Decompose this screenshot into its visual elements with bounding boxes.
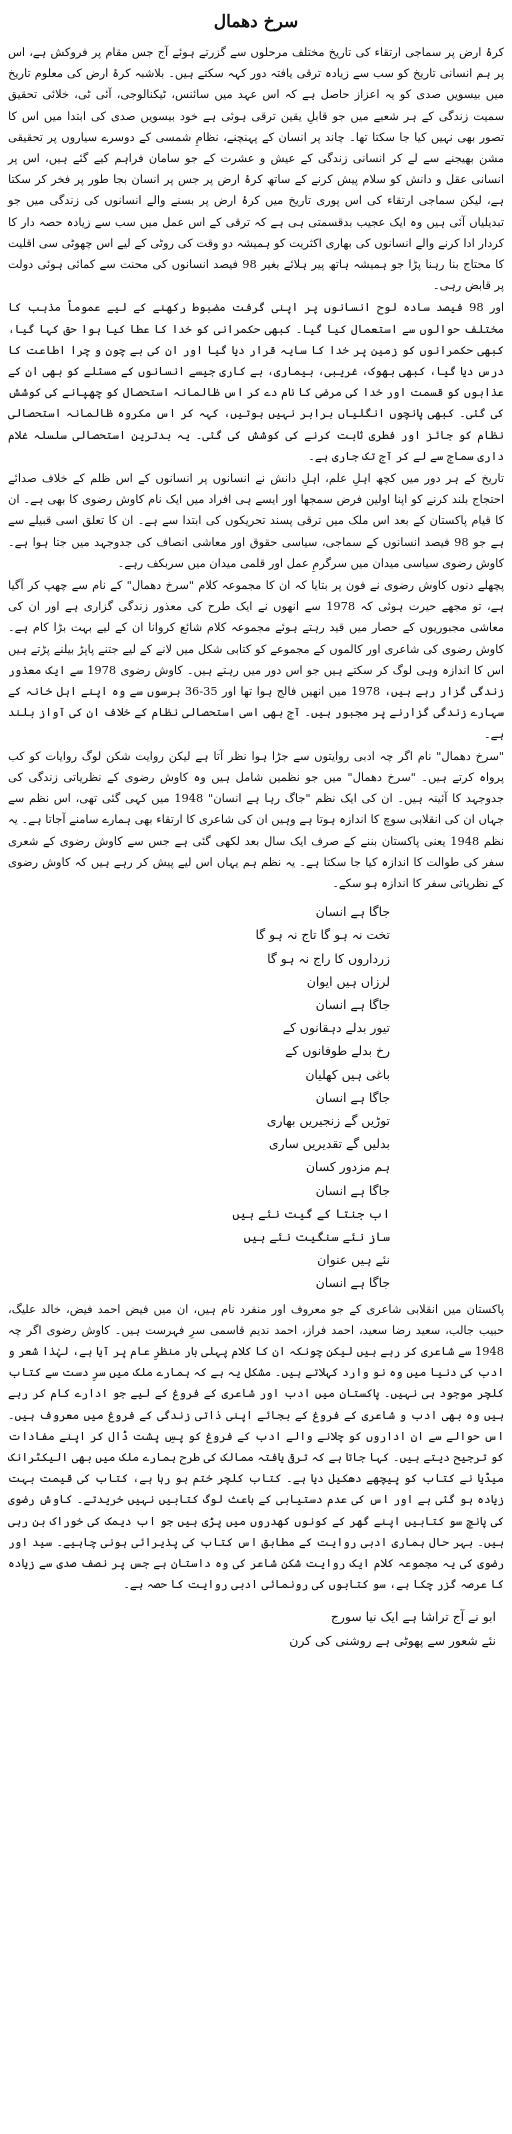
closing-line: نئے شعور سے پھوٹی ہے روشنی کی کرن (289, 1632, 496, 1648)
poem-line: نئے ہیں عنوان (317, 1252, 390, 1268)
article-paragraph: تاریخ کے ہر دور میں کچھ اہلِ علم، اہلِ دانش نے انسانوں پر انسانوں کے اس ظلم کے خلاف صدائے احتجاج بلند کرنے کو اپنا اولین فرض سمجھا اور ایسے ہی افراد میں ایک نام کاوش رضوی کا بھی ہے۔ ان کا قیام پاکستان کے بعد اس ملک میں ترقی پسند تحریکوں کی ابتدا سے ہے۔ ان کا تعلق اسی قبیلے سے ہے جو 98 فیصد انسانوں کے سماجی، سیاسی حقوق اور معاشی انصاف کی جدوجہد میں جتا ہوا ہے۔ کاوش رضوی سیاسی میدان میں سرگرمِ عمل اور قلمی میدان میں سربکف رہے۔ (8, 471, 505, 570)
article-paragraph: "سرخ دھمال" نام اگر چہ ادبی روایتوں سے جڑا ہوا نظر آتا ہے لیکن روایت شکن لوگ روایات کو کب پرواہ کرتے ہیں۔ "سرخ دھمال" میں جو نظمیں شامل ہیں وہ کاوش رضوی کے نظریاتی زندگی کی جدوجہد کا آئینہ ہیں۔ ان کی ایک نظم "جاگ رہا ہے انسان" 1948 میں کہی گئی تھی، اس نظم سے جہاں ان کی انقلابی سوچ کا اندازہ ہوتا ہے وہیں ان کی شاعری کا ارتقاء بھی ہمارے سامنے آجاتا ہے۔ یہ نظم 1948 یعنی پاکستان بننے کے صرف ایک سال بعد لکھی گئی ہے جس سے کاوش رضوی کے شعری سفر کی طوالت کا اندازہ کیا جا سکتا ہے۔ یہ نظم ہم یہاں اس لیے پیش کر رہے ہیں کہ کاوش رضوی کے نظریاتی سفر کا اندازہ ہو سکے۔ (8, 748, 505, 890)
poem-line: جاگا ہے انسان (315, 1089, 390, 1105)
article-paragraph: اور 98 فیصد سادہ لوح انسانوں پر اپنی گرفت مضبوط رکھنے کے لیے عموماً مذہب کا مختلف حوالوں سے استعمال کیا گیا۔ کبھی حکمرانی کو خدا کا عطا کیا ہوا حق کہا گیا، کبھی حکمرانوں کو زمین پر خدا کا سایہ قرار دیا گیا اور ان کی بے چون و چرا اطاعت کا درس دیا گیا، کبھی بھوک، غریبی، بیماری، بے کاری جیسے انسانوں کے مسئلے کو بھی ان کے عذابوں کو قسمت اور خدا کی مرضی کا نام دے کر اس ظالمانہ استحصال کو چھپانے کی کوشش کی گئی۔ کبھی پانچوں انگلیاں برابر نہیں ہوتیں، کہہ کر اس مکروہ ظالمانہ استحصالی نظام کو جائز اور فطری ثابت کرنے کی کوشش کی گئی۔ یہ بدترین استحصالی سلسلہ غلام داری سماج سے لے کر آج تک جاری ہے۔ (8, 300, 504, 463)
poem-line: بدلیں گے تقدیریں ساری (268, 1136, 390, 1152)
poem-line: زرداروں کا راج نہ ہو گا (267, 950, 390, 966)
article-paragraph: کرۂ ارض پر سماجی ارتقاء کی تاریخ مختلف مرحلوں سے گزرتے ہوئے آج جس مقام پر فروکش ہے، اس پر ہم انسانی تاریخ کو سب سے زیادہ ترقی یافتہ دور کہہ سکتے ہیں۔ بلاشبہ کرۂ ارض کی معلوم تاریخ میں بیسویں صدی کو یہ اعزاز حاصل ہے کہ اس عہد میں سائنس، ٹیکنالوجی، آئی ٹی، خلائی تحقیق سمیت زندگی کے ہر شعبے میں جو قابلِ یقین ترقی ہوئی ہے خود بیسویں صدی کی ابتدا میں اس کا تصور بھی نہیں کیا جا سکتا تھا۔ چاند پر انسان کے پہنچنے، نظامِ شمسی کے دوسرے سیاروں پر تحقیقی مشن بھیجنے سے لے کر انسانی زندگی کے عیش و عشرت کے جو سامان فراہم کیے گئے ہیں، اس پر انسانی عقل و دانش کو سلام پیش کرنے کے ساتھ کرۂ ارض پر جس پر انسان بجا طور پر فخر کر سکتا ہے، لیکن سماجی ارتقاء کی اس پوری تاریخ میں کرۂ ارض پر بسنے والے انسانوں کی زندگی میں جو تبدیلیاں آئی ہیں وہ ایک عجیب بدقسمتی ہی ہے کہ ترقی کے اس عمل میں سب سے زیادہ حصہ دار کا کردار ادا کرنے والے انسانوں کی بھاری اکثریت کو ہمیشہ دو وقت کی روٹی کے لیے اس چھوٹی سی اقلیت کا محتاج بنا رہنا پڑا جو ہمیشہ ہاتھ پیر ہلائے بغیر 98 فیصد انسانوں کی محنت سے کمائی ہوئی دولت پر قابض رہی۔ (8, 45, 504, 293)
article-paragraph: پاکستان میں انقلابی شاعری کے جو معروف اور منفرد نام ہیں، ان میں فیض احمد فیض، خالد علیگ، حبیب جالب، سعید رضا سعید، احمد فراز، احمد ندیم قاسمی سرِ فہرست ہیں۔ کاوش رضوی اگر چہ 1948 سے شاعری کر رہے ہیں لیکن چونکہ ان کا کلام پہلی بار منظرِ عام پر آیا ہے، لہٰذا شعر و ادب کی دنیا میں وہ نو وارد کہلاتے ہیں۔ مشکل یہ ہے کہ ہمارے ملک میں سرِ دست سے کتاب کلچر موجود ہی نہیں۔ پاکستان میں ادب اور شاعری کے فروغ کے لیے جو ادارے کام کر رہے ہیں وہ بھی ادب و شاعری کے فروغ کے بجائے اپنی ذاتی زندگی کے فروغ میں معروف ہیں۔ اس حوالے سے ان اداروں کو چلانے والے ادب کے فروغ کو پسِ پشت ڈال کر اپنے مفادات کو ترجیح دیتے ہیں۔ کہا جاتا ہے کہ ترقی یافتہ ممالک کی طرح ہمارے ملک میں بھی الیکٹرانک میڈیا نے کتاب کو پیچھے دھکیل دیا ہے۔ کتاب کلچر ختم ہو رہا ہے، کتاب کی قیمت بہت زیادہ ہو گئی ہے اور اس کی عدم دستیابی کے باعث لوگ کتابیں نہیں خریدتے۔ کاوش رضوی کی پانچ سو کتابیں اپنے گھر کے کونوں کھدروں میں پڑی ہیں جو اب دیمک کی خوراک بن رہی ہیں۔ بہر حال ہماری ادبی روایت کے مطابق اس کتاب کی پذیرائی ہونی چاہیے۔ سید اور رضوی کی یہ مجموعہ کلام ایک روایت شکن شاعر کی وہ داستان ہے جس پر نصف صدی سے زیادہ کا عرصہ گزر چکا ہے، سو کتابوں کی رونمائی ادبی روایت کا حصہ ہے۔ (8, 1301, 504, 1592)
poem-line: جاگا ہے انسان (315, 1182, 390, 1198)
article-paragraph: پچھلے دنوں کاوش رضوی نے فون پر بتایا کہ ان کا مجموعہ کلام "سرخ دھمال" کے نام سے چھپ کر آگیا ہے، تو مجھے حیرت ہوئی کہ 1978 سے انھوں نے ایک طرح کی معذور زندگی گزاری ہے اور ان کی معاشی مجبوریوں کے حصار میں قید رہتے ہوئے مجموعہ کلام شائع کروانا ان کے لیے بہت بڑا کام ہے۔ کاوش رضوی کی شاعری اور کالموں کے مجموعے کو کتابی شکل میں لانے کے لیے جتنے پاپڑ بیلنے پڑتے ہیں اس کا اندازہ وہی لوگ کر سکتے ہیں جو اس دور میں رہتے ہیں۔ کاوش رضوی 1978 سے ایک معذور زندگی گزار رہے ہیں، 1978 میں انھیں فالج ہوا تھا اور 35-36 برسوں سے وہ اپنے اہل خانہ کے سہارے زندگی گزارنے پر مجبور ہیں۔ آج بھی اسی استحصالی نظام کے خلاف ان کی آواز بلند ہے۔ (8, 578, 504, 741)
closing-line: ابو نے آج تراشا ہے ایک نیا سورج (330, 1609, 496, 1625)
poem-line: لرزاں ہیں ایوان (306, 973, 390, 989)
poem-line: جاگا ہے انسان (315, 904, 390, 920)
poem-line: باغی ہیں کھلیان (305, 1066, 390, 1082)
poem-line: جاگا ہے انسان (315, 1275, 390, 1291)
poem-line: ہم مزدور کسان (305, 1159, 390, 1175)
poem-block (8, 900, 504, 1294)
poem-line: تیور بدلے دہقانوں کے (282, 1020, 390, 1036)
article-title: سرخ دھمال (213, 12, 299, 32)
closing-verse (8, 1605, 504, 1651)
poem-line: جاگا ہے انسان (315, 996, 390, 1012)
poem-line: تخت نہ ہو گا تاج نہ ہو گا (255, 927, 390, 943)
poem-line: رخ بدلے طوفانوں کے (285, 1043, 390, 1059)
poem-line: ساز نئے سنگیت نئے ہیں (243, 1228, 390, 1244)
poem-line: اب جنتا کے گیت نئے ہیں (232, 1205, 390, 1221)
poem-line: توڑیں گے زنجیریں بھاری (266, 1112, 390, 1128)
